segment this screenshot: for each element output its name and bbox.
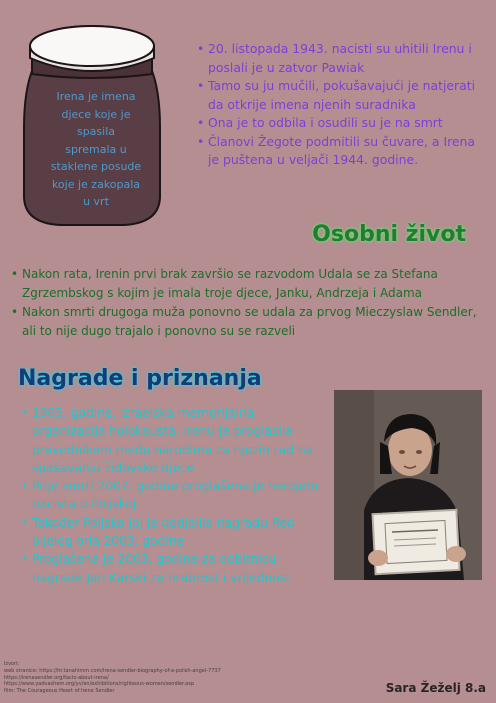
section-heading-osobni-zivot: Osobni život — [312, 222, 466, 247]
list-item: • Nakon rata, Irenin prvi brak završio se razvodom Udala se za Stefana Zgrzembskog s kojim je imala troje djece, Janku, Andrzeja i Adama — [22, 265, 484, 303]
sources-line: web stranice: https://hr.tanahimm.com/irena-sendler-biography-of-a-polish-angel-7737 — [4, 667, 221, 674]
list-item: • Tamo su ju mučili, pokušavajući je natjerati da otkrije imena njenih suradnika — [208, 77, 480, 114]
sources-block — [4, 661, 304, 695]
list-item: • 1965. godine, izraelska memorijalna organizacija holokausta, Irenu je proglasila pravednikom među narodima za njezin rad na spašavanju židovske djece — [32, 404, 324, 477]
list-item: • Članovi Žegote podmitili su čuvare, a Irena je puštena u veljači 1944. godine. — [208, 133, 480, 170]
jar-illustration — [20, 18, 164, 228]
list-item: • Ona je to odbila i osudili su je na smrt — [208, 114, 480, 133]
arrest-list — [208, 40, 480, 170]
section-heading-nagrade: Nagrade i priznanja — [18, 366, 262, 391]
sources-line: https://www.yadvashem.org/yv/en/exhibitions/righteous-women/sendler.asp — [4, 681, 195, 688]
list-item: • Proglašena je 2003. godine za dobitnicu nagrade Jan Karski za hrabrost i vrijednost — [32, 550, 324, 587]
photo-graphic — [334, 390, 482, 580]
list-item: • Prije smrti 2007. godine proglašena je herojem nacista u Poljskoj — [32, 477, 324, 514]
list-item: • 20. listopada 1943. nacisti su uhitili Irenu i poslali je u zatvor Pawiak — [208, 40, 480, 77]
list-item: • Također Poljska joj je dodjelila nagradu Red bijelog orla 2003. godine — [32, 514, 324, 551]
personal-life-list — [22, 265, 484, 341]
list-item: • Nakon smrti drugoga muža ponovno se udala za prvog Mieczyslaw Sendler, ali to nije dugo trajalo i ponovno su se razveli — [22, 303, 484, 341]
portrait-photo — [334, 390, 482, 580]
sources-line: https://irenasendler.org/facts-about-irena/ — [4, 674, 109, 681]
jar-caption: Irena je imena djece koje je spasila spremala u staklene posude koje je zakopala u vrt — [50, 90, 142, 208]
sources-line: Izvori: — [4, 661, 20, 667]
author-name: Sara Žeželj 8.a — [385, 681, 486, 695]
awards-list — [32, 404, 324, 587]
sources-line: film: The Courageous Heart of Irene Sendler — [4, 688, 115, 695]
